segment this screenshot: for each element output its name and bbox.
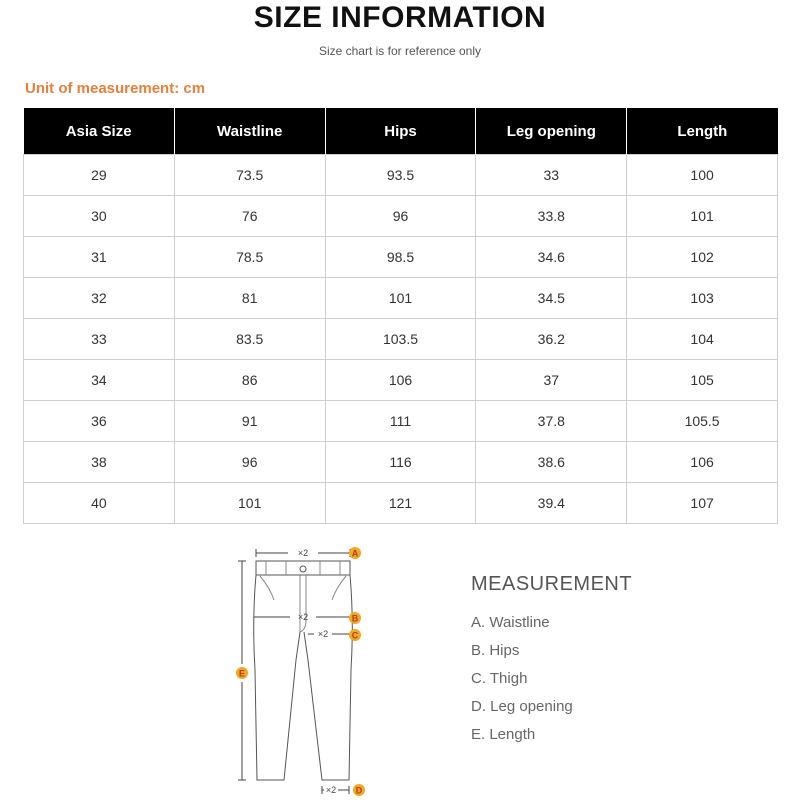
- marker-c-icon: [349, 629, 361, 641]
- table-cell: 100: [627, 155, 778, 196]
- table-header-row: [24, 108, 778, 155]
- table-cell: 96: [325, 196, 476, 237]
- page-title: SIZE INFORMATION: [253, 1, 547, 34]
- measurement-item: D. Leg opening: [471, 698, 573, 715]
- table-cell: 37: [476, 360, 627, 401]
- table-row: [24, 319, 778, 360]
- table-row: [24, 155, 778, 196]
- table-cell: 111: [325, 401, 476, 442]
- table-cell: 32: [24, 278, 175, 319]
- table-cell: 107: [627, 483, 778, 524]
- column-header: Asia Size: [24, 108, 175, 155]
- table-cell: 121: [325, 483, 476, 524]
- table-cell: 73.5: [174, 155, 325, 196]
- pants-diagram: [228, 540, 378, 800]
- measurement-item: E. Length: [471, 726, 536, 743]
- table-cell: 83.5: [174, 319, 325, 360]
- multiplier-label: ×2: [297, 548, 309, 558]
- table-row: [24, 278, 778, 319]
- table-cell: 38: [24, 442, 175, 483]
- table-row: [24, 483, 778, 524]
- table-cell: 78.5: [174, 237, 325, 278]
- table-row: [24, 237, 778, 278]
- table-cell: 101: [174, 483, 325, 524]
- button-icon: [300, 566, 306, 572]
- table-cell: 34.5: [476, 278, 627, 319]
- measurement-title: MEASUREMENT: [471, 573, 633, 595]
- size-table: [23, 108, 778, 524]
- table-cell: 98.5: [325, 237, 476, 278]
- table-cell: 40: [24, 483, 175, 524]
- svg-text:D: D: [355, 785, 363, 796]
- column-header: Length: [627, 108, 778, 155]
- table-cell: 103: [627, 278, 778, 319]
- multiplier-label: ×2: [317, 629, 329, 639]
- svg-text:C: C: [351, 630, 359, 641]
- table-cell: 101: [627, 196, 778, 237]
- measurement-item: A. Waistline: [471, 614, 550, 631]
- measurement-item: C. Thigh: [471, 670, 528, 687]
- table-cell: 36: [24, 401, 175, 442]
- page-subtitle: Size chart is for reference only: [318, 44, 482, 58]
- table-cell: 116: [325, 442, 476, 483]
- table-cell: 106: [627, 442, 778, 483]
- measurement-list: [471, 614, 573, 754]
- table-cell: 86: [174, 360, 325, 401]
- table-cell: 31: [24, 237, 175, 278]
- table-row: [24, 401, 778, 442]
- table-cell: 38.6: [476, 442, 627, 483]
- table-cell: 30: [24, 196, 175, 237]
- table-cell: 33: [24, 319, 175, 360]
- table-cell: 36.2: [476, 319, 627, 360]
- multiplier-label: ×2: [297, 612, 309, 622]
- column-header: Hips: [325, 108, 476, 155]
- table-cell: 101: [325, 278, 476, 319]
- table-cell: 93.5: [325, 155, 476, 196]
- table-row: [24, 196, 778, 237]
- table-cell: 34.6: [476, 237, 627, 278]
- table-cell: 76: [174, 196, 325, 237]
- svg-text:E: E: [238, 668, 246, 679]
- table-cell: 29: [24, 155, 175, 196]
- marker-e-icon: [236, 667, 248, 679]
- table-cell: 105.5: [627, 401, 778, 442]
- svg-text:B: B: [351, 613, 359, 624]
- marker-a-icon: [349, 547, 361, 559]
- table-cell: 96: [174, 442, 325, 483]
- column-header: Waistline: [174, 108, 325, 155]
- table-cell: 105: [627, 360, 778, 401]
- table-cell: 33.8: [476, 196, 627, 237]
- marker-b-icon: [349, 612, 361, 624]
- table-cell: 81: [174, 278, 325, 319]
- table-cell: 39.4: [476, 483, 627, 524]
- table-row: [24, 442, 778, 483]
- marker-d-icon: [353, 784, 365, 796]
- table-cell: 102: [627, 237, 778, 278]
- column-header: Leg opening: [476, 108, 627, 155]
- table-cell: 103.5: [325, 319, 476, 360]
- table-cell: 33: [476, 155, 627, 196]
- table-row: [24, 360, 778, 401]
- unit-label: Unit of measurement: cm: [25, 80, 206, 97]
- multiplier-label: ×2: [325, 785, 337, 795]
- table-cell: 106: [325, 360, 476, 401]
- table-cell: 91: [174, 401, 325, 442]
- table-cell: 34: [24, 360, 175, 401]
- table-body: [24, 155, 778, 524]
- table-cell: 104: [627, 319, 778, 360]
- measurement-item: B. Hips: [471, 642, 520, 659]
- svg-text:A: A: [351, 548, 359, 559]
- table-cell: 37.8: [476, 401, 627, 442]
